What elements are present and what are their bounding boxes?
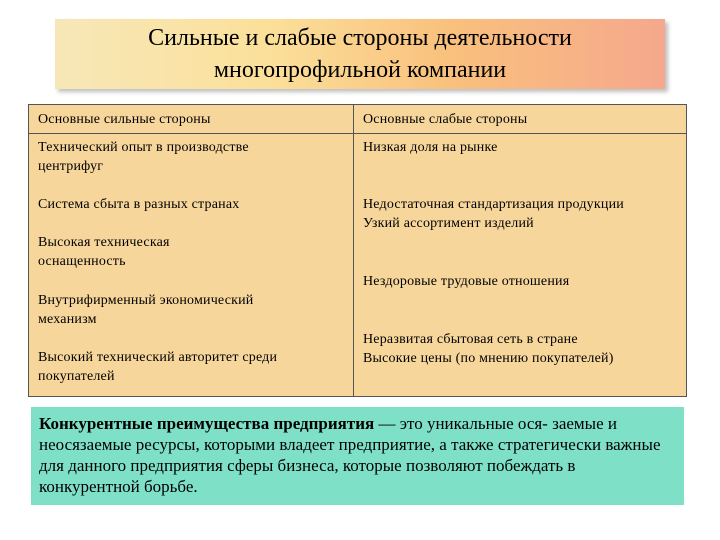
column-divider xyxy=(353,105,354,396)
strength-item: Высокая техническая оснащенность xyxy=(38,235,170,269)
weakness-item: Неразвитая сбытовая сеть в стране Высокие цены (по мнению покупателей) xyxy=(363,332,614,366)
strength-item: Внутрифирменный экономический механизм xyxy=(38,293,254,327)
swot-table xyxy=(28,104,687,397)
strengths-header: Основные сильные стороны xyxy=(38,112,211,127)
slide-title: Сильные и слабые стороны деятельности многопрофильной компании xyxy=(148,25,572,83)
strength-item: Система сбыта в разных странах xyxy=(38,197,240,212)
strength-item: Технический опыт в производстве центрифуг xyxy=(38,140,249,174)
definition-text: — это уникальные ося- заемые и неосязаемые ресурсы, которыми владеет предприятие, а также стратегически важные для данного предприятия сферы бизнеса, которые позволяют побеждать в конкурентной борьбе. xyxy=(39,414,661,496)
weakness-item: Недостаточная стандартизация продукции Узкий ассортимент изделий xyxy=(363,197,624,231)
header-divider xyxy=(29,133,686,134)
definition-term: Конкурентные преимущества предприятия xyxy=(39,414,375,433)
title-banner xyxy=(55,19,665,89)
weakness-item: Низкая доля на рынке xyxy=(363,140,498,155)
weaknesses-header: Основные слабые стороны xyxy=(363,112,528,127)
definition-box xyxy=(31,407,684,505)
strength-item: Высокий технический авторитет среди покупателей xyxy=(38,350,278,384)
weakness-item: Нездоровые трудовые отношения xyxy=(363,274,570,289)
